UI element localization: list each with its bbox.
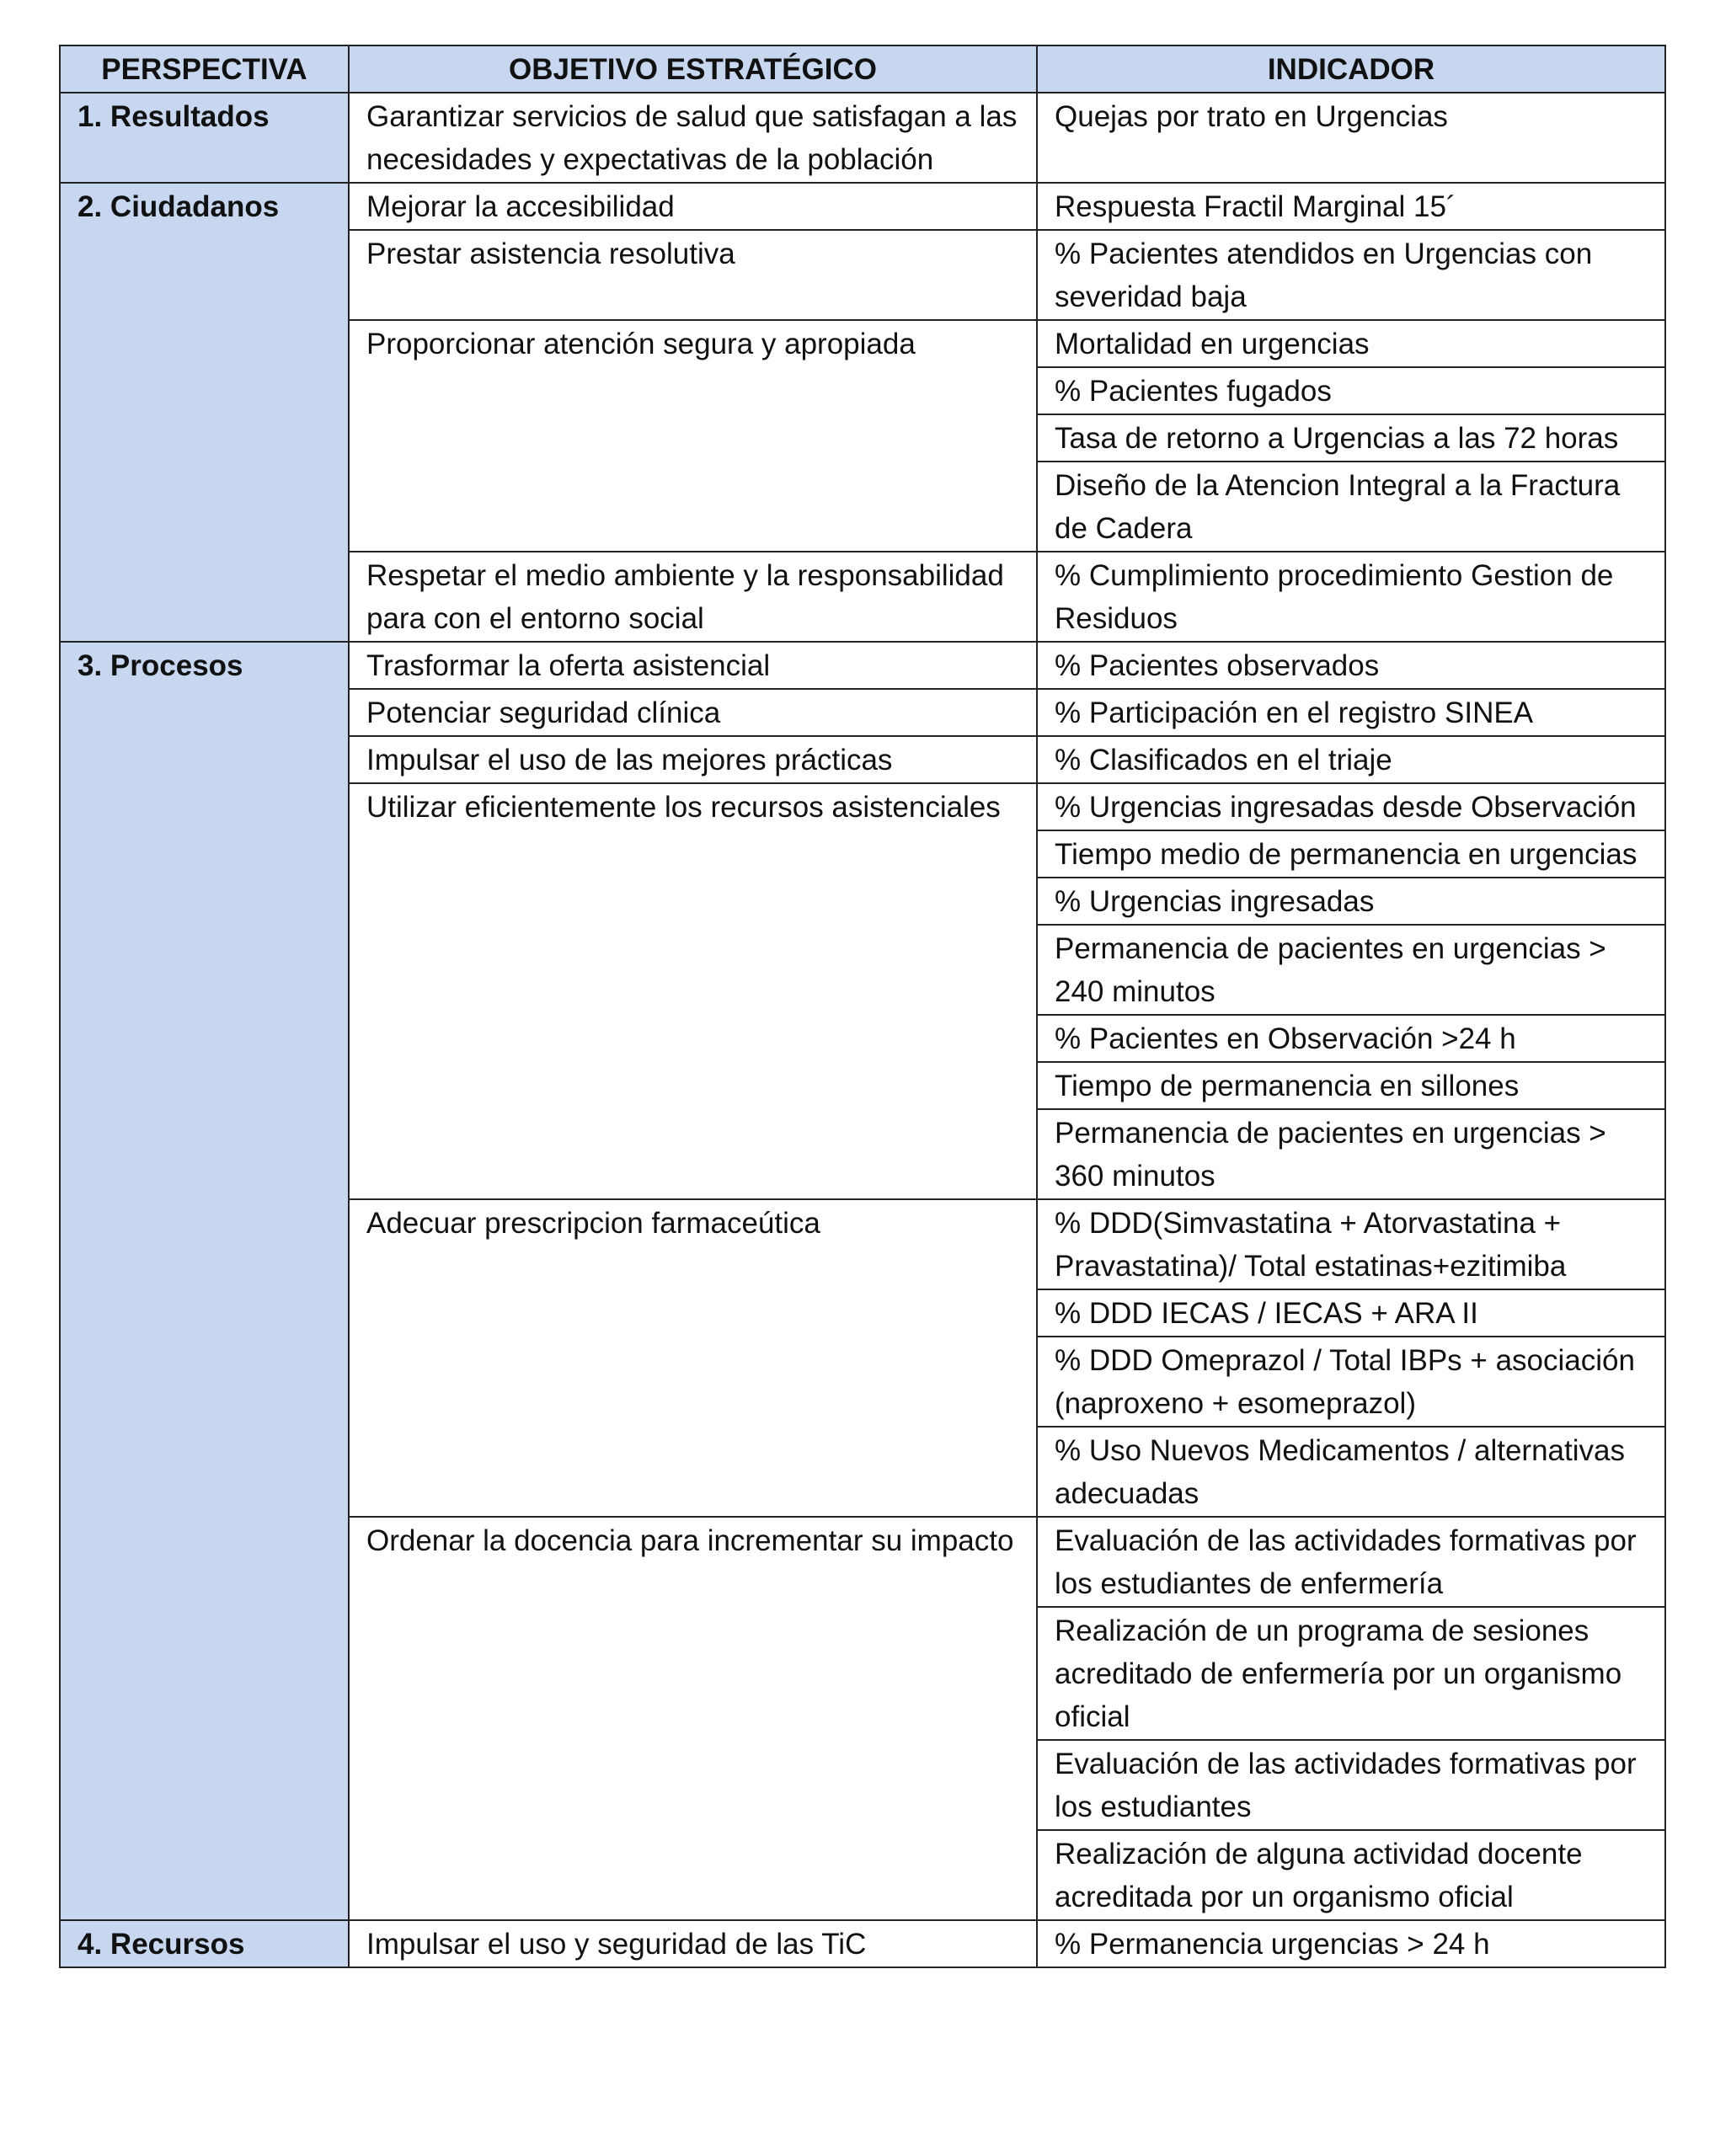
perspective-cell: 2. Ciudadanos [60, 183, 349, 642]
objective-cell: Adecuar prescripcion farmaceútica [349, 1199, 1037, 1517]
indicator-cell: % Cumplimiento procedimiento Gestion de Residuos [1037, 552, 1665, 642]
indicator-cell: Quejas por trato en Urgencias [1037, 93, 1665, 183]
table-body [60, 93, 1665, 1967]
perspective-cell: 4. Recursos [60, 1920, 349, 1967]
objective-cell: Proporcionar atención segura y apropiada [349, 320, 1037, 552]
objective-cell: Impulsar el uso de las mejores prácticas [349, 736, 1037, 783]
indicator-cell: % Permanencia urgencias > 24 h [1037, 1920, 1665, 1967]
indicator-cell: Evaluación de las actividades formativas por los estudiantes de enfermería [1037, 1517, 1665, 1607]
indicator-cell: % Clasificados en el triaje [1037, 736, 1665, 783]
objective-cell: Utilizar eficientemente los recursos asistenciales [349, 783, 1037, 1199]
indicator-cell: % Participación en el registro SINEA [1037, 689, 1665, 736]
indicator-cell: Tiempo de permanencia en sillones [1037, 1062, 1665, 1109]
header-perspectiva: PERSPECTIVA [60, 45, 349, 93]
indicator-cell: % Pacientes en Observación >24 h [1037, 1015, 1665, 1062]
indicator-cell: Realización de un programa de sesiones acreditado de enfermería por un organismo oficial [1037, 1607, 1665, 1740]
header-indicador: INDICADOR [1037, 45, 1665, 93]
table-header-row [60, 45, 1665, 93]
perspective-cell: 1. Resultados [60, 93, 349, 183]
indicator-cell: % Pacientes observados [1037, 642, 1665, 689]
indicator-cell: Permanencia de pacientes en urgencias > 240 minutos [1037, 925, 1665, 1015]
header-objetivo: OBJETIVO ESTRATÉGICO [349, 45, 1037, 93]
indicator-cell: % Urgencias ingresadas [1037, 878, 1665, 925]
table-row [60, 93, 1665, 183]
objective-cell: Mejorar la accesibilidad [349, 183, 1037, 230]
objective-cell: Garantizar servicios de salud que satisfagan a las necesidades y expectativas de la población [349, 93, 1037, 183]
indicator-cell: % DDD Omeprazol / Total IBPs + asociación (naproxeno + esomeprazol) [1037, 1337, 1665, 1427]
objective-cell: Ordenar la docencia para incrementar su impacto [349, 1517, 1037, 1920]
perspective-cell: 3. Procesos [60, 642, 349, 1920]
indicator-cell: % Pacientes atendidos en Urgencias con severidad baja [1037, 230, 1665, 320]
indicator-cell: Diseño de la Atencion Integral a la Fractura de Cadera [1037, 462, 1665, 552]
indicator-cell: Respuesta Fractil Marginal 15´ [1037, 183, 1665, 230]
indicator-cell: Permanencia de pacientes en urgencias > 360 minutos [1037, 1109, 1665, 1199]
strategy-table [59, 45, 1666, 1968]
indicator-cell: Tiempo medio de permanencia en urgencias [1037, 830, 1665, 878]
indicator-cell: Evaluación de las actividades formativas por los estudiantes [1037, 1740, 1665, 1830]
table-row [60, 642, 1665, 689]
indicator-cell: Tasa de retorno a Urgencias a las 72 horas [1037, 414, 1665, 462]
indicator-cell: % Pacientes fugados [1037, 367, 1665, 414]
indicator-cell: Mortalidad en urgencias [1037, 320, 1665, 367]
objective-cell: Trasformar la oferta asistencial [349, 642, 1037, 689]
objective-cell: Respetar el medio ambiente y la responsabilidad para con el entorno social [349, 552, 1037, 642]
objective-cell: Potenciar seguridad clínica [349, 689, 1037, 736]
indicator-cell: % DDD IECAS / IECAS + ARA II [1037, 1289, 1665, 1337]
indicator-cell: % Urgencias ingresadas desde Observación [1037, 783, 1665, 830]
indicator-cell: % Uso Nuevos Medicamentos / alternativas adecuadas [1037, 1427, 1665, 1517]
objective-cell: Prestar asistencia resolutiva [349, 230, 1037, 320]
objective-cell: Impulsar el uso y seguridad de las TiC [349, 1920, 1037, 1967]
table-row [60, 183, 1665, 230]
indicator-cell: % DDD(Simvastatina + Atorvastatina + Pravastatina)/ Total estatinas+ezitimiba [1037, 1199, 1665, 1289]
table-row [60, 1920, 1665, 1967]
indicator-cell: Realización de alguna actividad docente acreditada por un organismo oficial [1037, 1830, 1665, 1920]
